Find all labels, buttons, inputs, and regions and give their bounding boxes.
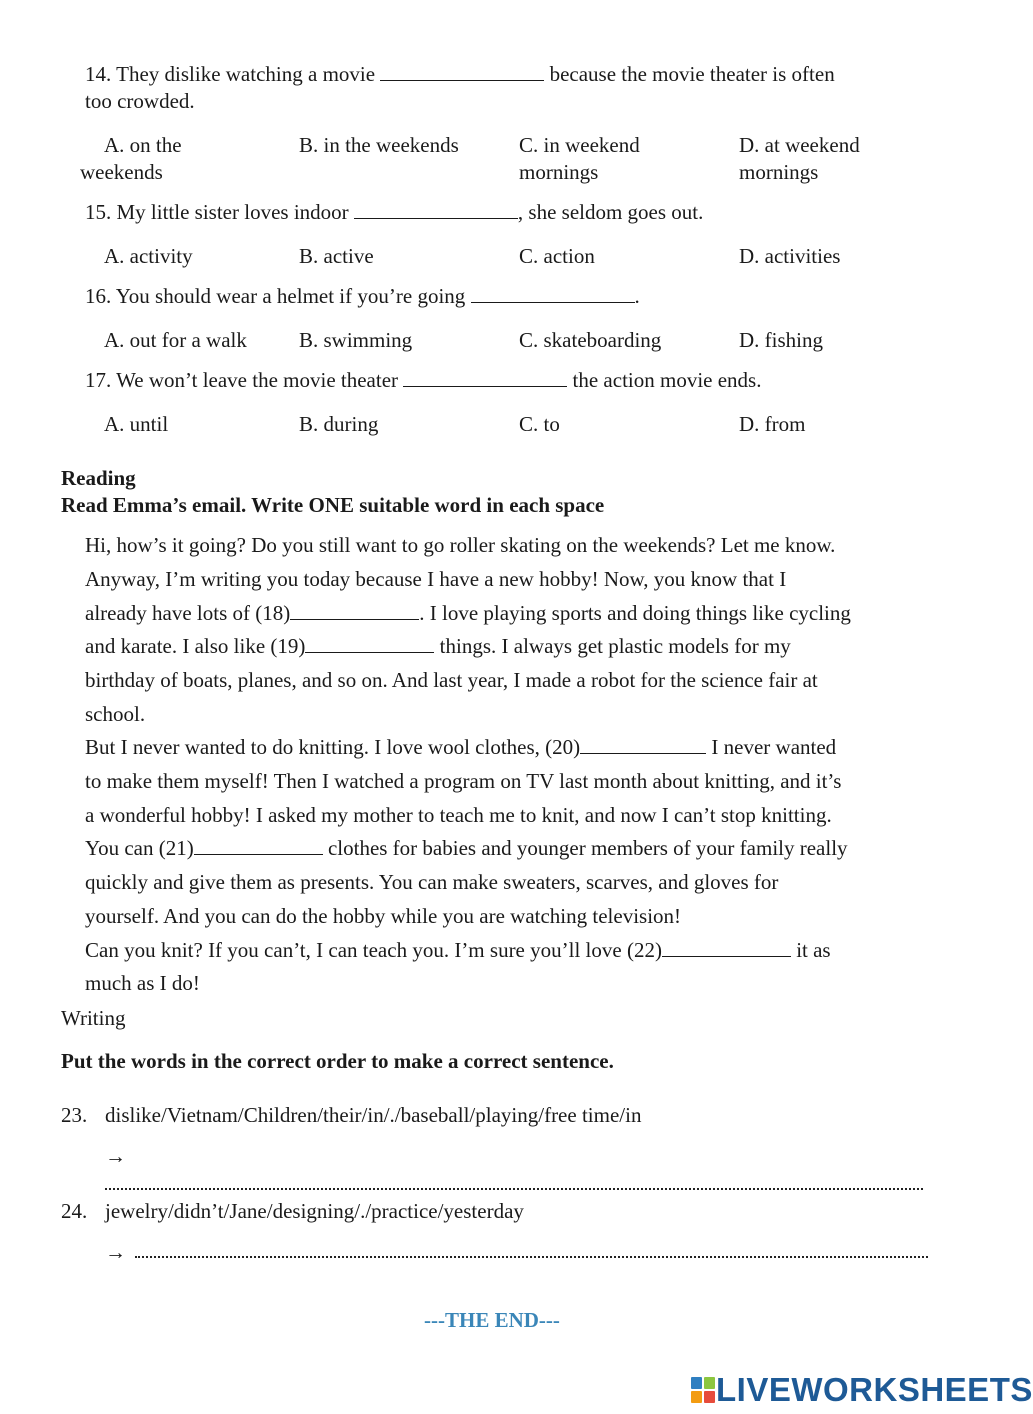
arrow-icon: → [105,1240,126,1264]
email-line: much as I do! [85,971,200,995]
option-15-a[interactable]: A. activity [104,244,193,268]
option-17-b[interactable]: B. during [299,412,379,436]
answer-blank-17[interactable] [403,368,567,387]
scrambled-words-23: dislike/Vietnam/Children/their/in/./baseball/playing/free time/in [105,1103,642,1127]
option-16-a[interactable]: A. out for a walk [104,328,247,352]
item-number-24: 24. [61,1199,88,1223]
scrambled-words-24: jewelry/didn’t/Jane/designing/./practice/yesterday [105,1199,524,1223]
option-17-d[interactable]: D. from [739,412,806,436]
option-15-c[interactable]: C. action [519,244,595,268]
email-line: school. [85,702,146,726]
email-line: You can (21) clothes for babies and younger members of your family really [85,836,848,860]
option-15-b[interactable]: B. active [299,244,374,268]
option-15-d[interactable]: D. activities [739,244,841,268]
email-line: already have lots of (18) . I love playing sports and doing things like cycling [85,601,851,625]
email-line: Hi, how’s it going? Do you still want to go roller skating on the weekends? Let me know. [85,533,836,557]
writing-heading: Writing [61,1006,126,1030]
option-14-a[interactable]: A. on the [104,133,182,157]
answer-blank-14[interactable] [380,62,544,81]
option-14-b[interactable]: B. in the weekends [299,133,459,157]
option-16-b[interactable]: B. swimming [299,328,413,352]
answer-line-24[interactable] [135,1256,928,1258]
option-17-c[interactable]: C. to [519,412,560,436]
option-16-d[interactable]: D. fishing [739,328,823,352]
option-14-d-continued[interactable]: mornings [739,160,819,184]
email-line: yourself. And you can do the hobby while you are watching television! [85,904,682,928]
option-14-a-continued[interactable]: weekends [80,160,163,184]
option-14-c-continued[interactable]: mornings [519,160,599,184]
liveworksheets-logo-text: LIVEWORKSHEETS [716,1371,1033,1408]
answer-blank-21[interactable] [194,836,323,855]
reading-heading: Reading [61,466,136,490]
email-line: to make them myself! Then I watched a program on TV last month about knitting, and it’s [85,769,842,793]
question-15: 15. My little sister loves indoor , she seldom goes out. [85,200,704,224]
email-line: birthday of boats, planes, and so on. And last year, I made a robot for the science fair at [85,668,818,692]
option-14-d[interactable]: D. at weekend [739,133,860,157]
option-16-c[interactable]: C. skateboarding [519,328,662,352]
arrow-icon: → [105,1144,126,1168]
answer-blank-20[interactable] [580,735,706,754]
question-17: 17. We won’t leave the movie theater the action movie ends. [85,368,762,392]
answer-blank-15[interactable] [354,200,518,219]
item-number-23: 23. [61,1103,88,1127]
liveworksheets-logo-icon [690,1375,716,1405]
email-line: Can you knit? If you can’t, I can teach you. I’m sure you’ll love (22) it as [85,938,831,962]
email-line: and karate. I also like (19) things. I always get plastic models for my [85,634,791,658]
the-end-text: ---THE END--- [424,1308,560,1332]
email-line: quickly and give them as presents. You can make sweaters, scarves, and gloves for [85,870,779,894]
email-line: Anyway, I’m writing you today because I have a new hobby! Now, you know that I [85,567,787,591]
option-14-c[interactable]: C. in weekend [519,133,640,157]
question-16: 16. You should wear a helmet if you’re going . [85,284,640,308]
writing-instruction: Put the words in the correct order to make a correct sentence. [61,1049,614,1073]
answer-blank-19[interactable] [305,634,434,653]
question-14-continued: too crowded. [85,89,195,113]
question-14: 14. They dislike watching a movie because the movie theater is often [85,62,835,86]
answer-blank-18[interactable] [290,601,419,620]
answer-line-23[interactable] [105,1188,923,1190]
email-line: But I never wanted to do knitting. I love wool clothes, (20) I never wanted [85,735,837,759]
email-line: a wonderful hobby! I asked my mother to teach me to knit, and now I can’t stop knitting. [85,803,832,827]
reading-instruction: Read Emma’s email. Write ONE suitable word in each space [61,493,605,517]
option-17-a[interactable]: A. until [104,412,169,436]
answer-blank-16[interactable] [471,284,635,303]
liveworksheets-logo[interactable] [690,1372,1033,1408]
answer-blank-22[interactable] [662,938,791,957]
